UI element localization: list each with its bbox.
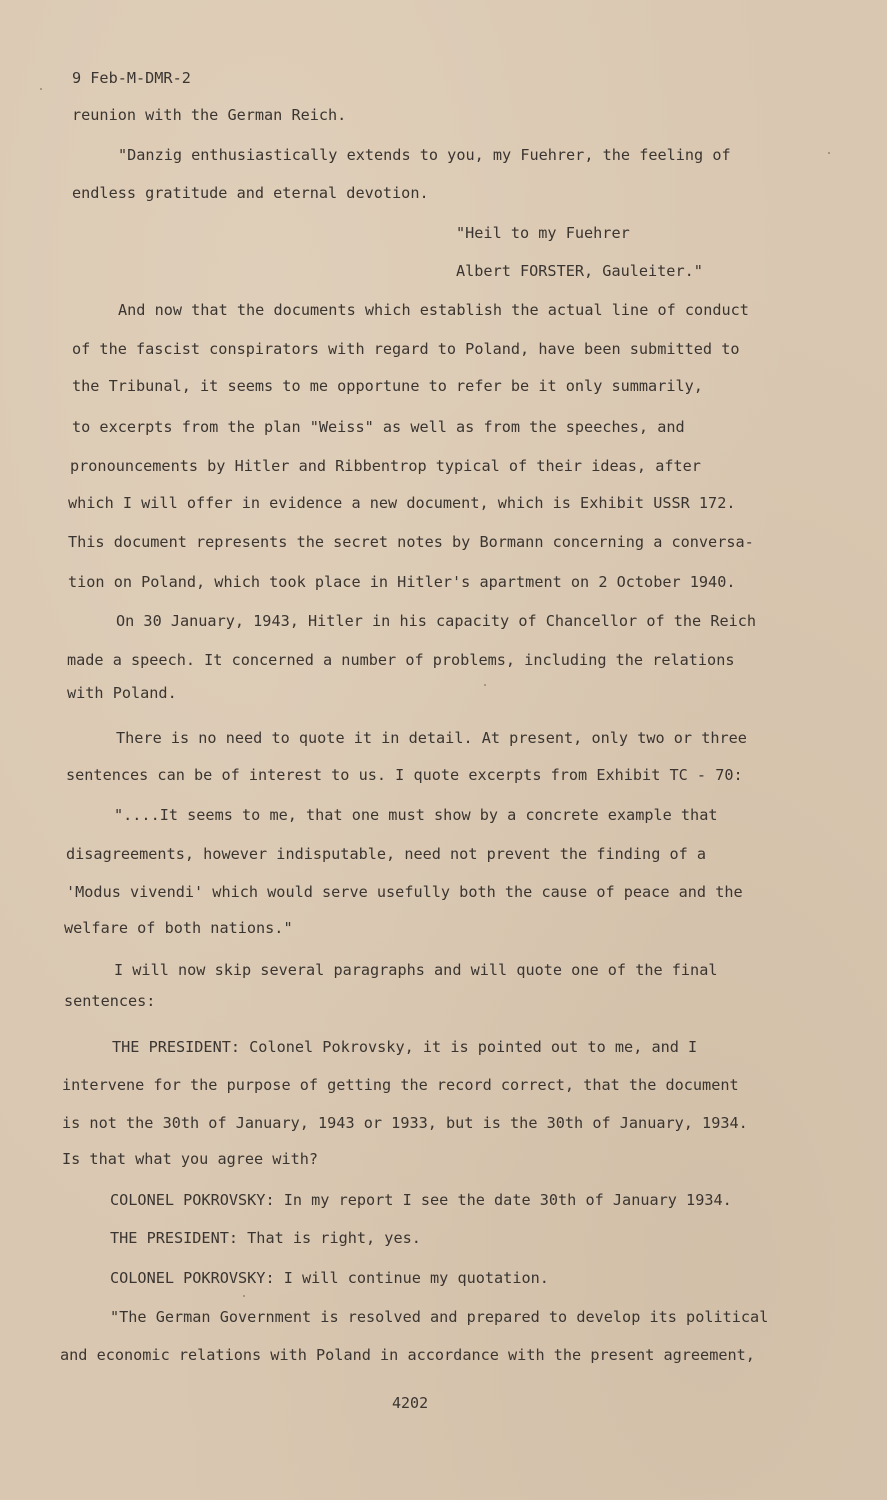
text-line: And now that the documents which establish the actual line of conduct (118, 301, 749, 319)
text-line: "Danzig enthusiastically extends to you, my Fuehrer, the feeling of (118, 146, 731, 164)
text-line: disagreements, however indisputable, need not prevent the finding of a (66, 845, 707, 863)
text-line: THE PRESIDENT: Colonel Pokrovsky, it is pointed out to me, and I (112, 1038, 698, 1056)
paper-speck (243, 1295, 245, 1297)
paper-speck (40, 88, 42, 90)
text-line: "Heil to my Fuehrer (456, 224, 630, 242)
text-line: Albert FORSTER, Gauleiter." (456, 262, 703, 280)
text-line: the Tribunal, it seems to me opportune to refer be it only summarily, (72, 377, 703, 395)
text-line: COLONEL POKROVSKY: In my report I see the date 30th of January 1934. (110, 1191, 732, 1209)
text-line: This document represents the secret notes by Bormann concerning a conversa- (68, 533, 754, 551)
text-line: to excerpts from the plan "Weiss" as well as from the speeches, and (72, 418, 685, 436)
text-line: Is that what you agree with? (62, 1150, 319, 1168)
text-line: sentences: (64, 992, 156, 1010)
text-line: "The German Government is resolved and prepared to develop its political (110, 1308, 769, 1326)
text-line: There is no need to quote it in detail. At present, only two or three (116, 729, 747, 747)
text-line: pronouncements by Hitler and Ribbentrop typical of their ideas, after (70, 457, 701, 475)
text-line: intervene for the purpose of getting the record correct, that the document (62, 1076, 739, 1094)
text-line: THE PRESIDENT: That is right, yes. (110, 1229, 421, 1247)
document-header: 9 Feb-M-DMR-2 (72, 69, 191, 87)
text-line: COLONEL POKROVSKY: I will continue my quotation. (110, 1269, 549, 1287)
text-line: "....It seems to me, that one must show by a concrete example that (114, 806, 718, 824)
paper-speck (484, 684, 486, 686)
text-line: made a speech. It concerned a number of problems, including the relations (67, 651, 735, 669)
text-line: and economic relations with Poland in accordance with the present agreement, (60, 1346, 755, 1364)
text-line: of the fascist conspirators with regard to Poland, have been submitted to (72, 340, 740, 358)
text-line: which I will offer in evidence a new document, which is Exhibit USSR 172. (68, 494, 736, 512)
paper-speck (828, 152, 830, 154)
text-line: I will now skip several paragraphs and will quote one of the final (114, 961, 718, 979)
text-line: tion on Poland, which took place in Hitler's apartment on 2 October 1940. (68, 573, 736, 591)
text-line: is not the 30th of January, 1943 or 1933, but is the 30th of January, 1934. (62, 1114, 748, 1132)
text-line: 'Modus vivendi' which would serve usefully both the cause of peace and the (66, 883, 743, 901)
text-line: welfare of both nations." (64, 919, 293, 937)
text-line: reunion with the German Reich. (72, 106, 347, 124)
text-line: with Poland. (67, 684, 177, 702)
text-line: endless gratitude and eternal devotion. (72, 184, 429, 202)
text-line: sentences can be of interest to us. I quote excerpts from Exhibit TC - 70: (66, 766, 743, 784)
page-number: 4202 (392, 1394, 429, 1412)
text-line: On 30 January, 1943, Hitler in his capacity of Chancellor of the Reich (116, 612, 757, 630)
